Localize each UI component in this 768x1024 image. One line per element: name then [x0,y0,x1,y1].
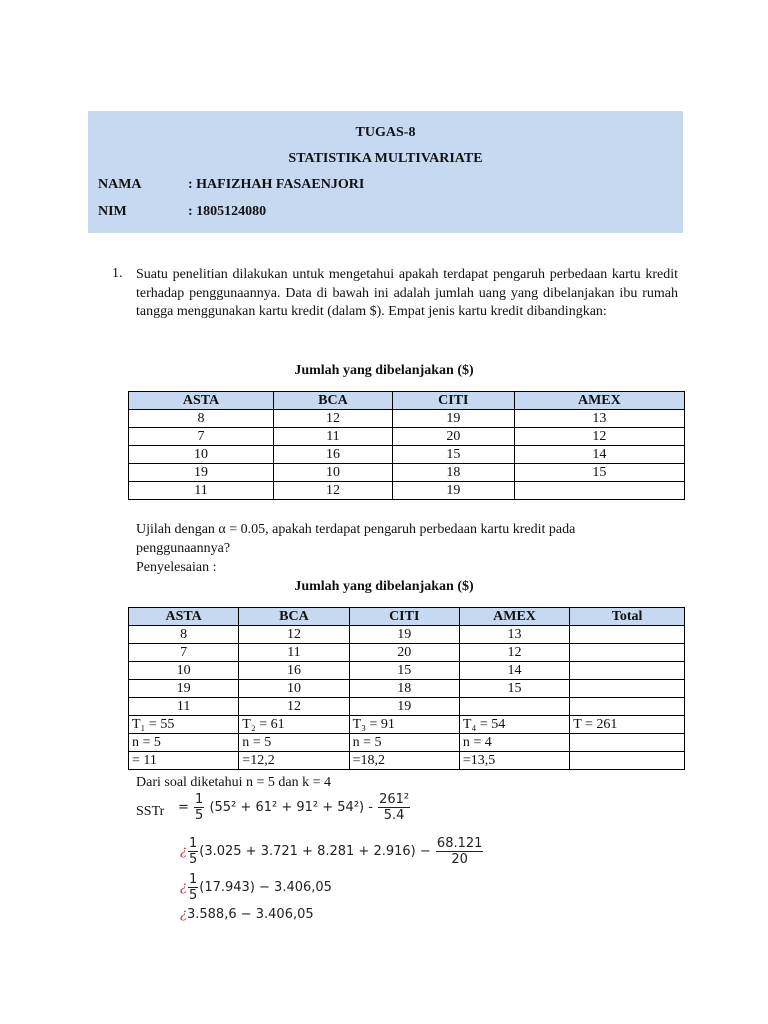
column-header: ASTA [129,392,274,410]
column-header: AMEX [514,392,684,410]
table-cell: 7 [129,428,274,446]
frac-den: 5 [195,808,204,823]
step-2 [180,836,484,867]
frac-num: 1 [188,872,198,887]
summary-cell: T = 261 [570,716,685,734]
table-row [129,446,685,464]
step-2-fraction [436,836,484,867]
step-marker: ¿ [180,844,187,859]
table-cell: 20 [392,428,514,446]
table-cell: 19 [349,698,459,716]
column-header: AMEX [459,608,569,626]
nim-row [98,204,266,220]
table-cell: 18 [349,680,459,698]
table-cell: 15 [349,662,459,680]
data-table-1 [128,391,685,500]
correction-term [378,792,410,823]
table-cell: 19 [129,680,239,698]
fraction-one-fifth [188,872,198,903]
table-cell: 15 [459,680,569,698]
frac-num: 68.121 [436,836,483,851]
column-header: Total [570,608,685,626]
table-cell: 10 [129,446,274,464]
summary-cell: =12,2 [239,752,349,770]
table-cell: 19 [392,410,514,428]
table-row [129,644,685,662]
step-marker: ¿ [180,880,187,895]
table-cell: 19 [392,482,514,500]
table-cell: 20 [349,644,459,662]
column-header: BCA [274,392,393,410]
summary-cell: T₃ = 91 [349,716,459,734]
table-row [129,428,685,446]
table-cell [459,698,569,716]
table-cell [570,626,685,644]
summary-cell: =13,5 [459,752,569,770]
summary-cell: T₁ = 55 [129,716,239,734]
frac-num: 261² [379,792,410,807]
table-cell: 8 [129,410,274,428]
table-cell [570,680,685,698]
table-cell: 11 [129,482,274,500]
table-cell: 16 [239,662,349,680]
summary-row [129,716,685,734]
summary-cell: = 11 [129,752,239,770]
table-row [129,662,685,680]
table2-caption: Jumlah yang dibelanjakan ($) [294,579,474,594]
table-cell: 16 [274,446,393,464]
assignment-title: TUGAS-8 [355,125,416,140]
table-cell: 8 [129,626,239,644]
column-header: CITI [349,608,459,626]
name-row [98,177,364,193]
sstr-label: SSTr [136,804,165,819]
table-cell [570,662,685,680]
table-cell [570,644,685,662]
table1-caption: Jumlah yang dibelanjakan ($) [294,363,474,378]
summary-cell: T₄ = 54 [459,716,569,734]
equals-sign: = [178,800,189,815]
question-text: Suatu penelitian dilakukan untuk mengetahui apakah terdapat pengaruh perbedaan kartu kredit terhadap penggunaannya. Data di bawah ini adalah jumlah uang yang dibelanjakan ibu rumah tangga menggunakan kartu kredit (dalam $). Empat jenis kartu kredit dibandingkan: [136,267,678,319]
frac-num: 1 [188,836,198,851]
summary-cell [570,752,685,770]
step-2-expr: (3.025 + 3.721 + 8.281 + 2.916) − [199,844,431,859]
table-cell: 12 [274,410,393,428]
table-cell [570,698,685,716]
test-line-2: penggunaannya? [136,541,231,556]
fraction-one-fifth [188,836,198,867]
frac-den: 5 [188,852,198,867]
summary-cell: n = 5 [129,734,239,752]
frac-num: 1 [195,792,204,807]
summary-row [129,734,685,752]
table-cell: 12 [514,428,684,446]
frac-den: 5 [188,888,198,903]
column-header: BCA [239,608,349,626]
column-header: ASTA [129,608,239,626]
table-cell: 15 [392,446,514,464]
fraction-one-fifth [194,792,204,823]
table-cell: 14 [459,662,569,680]
step-4 [180,907,314,922]
solution-label: Penyelesaian : [136,560,217,575]
table-cell: 7 [129,644,239,662]
table-cell: 12 [274,482,393,500]
table-cell: 10 [274,464,393,482]
table-row [129,626,685,644]
table-header-row [129,608,685,626]
nim-label: NIM [98,204,127,219]
sstr-formula [178,792,411,823]
header-box [88,111,683,233]
table-cell: 19 [349,626,459,644]
table-cell: 12 [239,626,349,644]
summary-cell [570,734,685,752]
table-cell [514,482,684,500]
table-cell: 15 [514,464,684,482]
table-row [129,680,685,698]
table-cell: 10 [239,680,349,698]
table-row [129,464,685,482]
step-4-expr: 3.588,6 − 3.406,05 [186,907,314,922]
table-cell: 10 [129,662,239,680]
table-cell: 13 [514,410,684,428]
name-label: NAMA [98,177,142,192]
summary-cell: n = 5 [349,734,459,752]
step-3-expr: (17.943) − 3.406,05 [199,880,332,895]
column-header: CITI [392,392,514,410]
name-value: : HAFIZHAH FASAENJORI [188,177,365,192]
table-cell: 12 [459,644,569,662]
step-3 [180,872,332,903]
summary-cell: =18,2 [349,752,459,770]
nim-value: : 1805124080 [188,204,267,219]
table-cell: 18 [392,464,514,482]
table-cell: 19 [129,464,274,482]
table-cell: 14 [514,446,684,464]
frac-den: 20 [451,852,468,867]
table-cell: 13 [459,626,569,644]
summary-row [129,752,685,770]
given-statement: Dari soal diketahui n = 5 dan k = 4 [136,775,332,790]
table-cell: 11 [239,644,349,662]
table-cell: 11 [274,428,393,446]
table-header-row [129,392,685,410]
data-table-2 [128,607,685,770]
summary-cell: T₂ = 61 [239,716,349,734]
table-cell: 11 [129,698,239,716]
table-row [129,410,685,428]
step-marker: ¿ [180,907,187,922]
frac-den: 5.4 [383,808,405,823]
table-row [129,482,685,500]
table-cell: 12 [239,698,349,716]
question-number: 1. [112,266,123,281]
sum-of-squares: (55² + 61² + 91² + 54²) - [209,800,373,815]
summary-cell: n = 4 [459,734,569,752]
table-row [129,698,685,716]
summary-cell: n = 5 [239,734,349,752]
course-title: STATISTIKA MULTIVARIATE [288,151,483,166]
test-line-1: Ujilah dengan α = 0.05, apakah terdapat pengaruh perbedaan kartu kredit pada [136,522,576,537]
